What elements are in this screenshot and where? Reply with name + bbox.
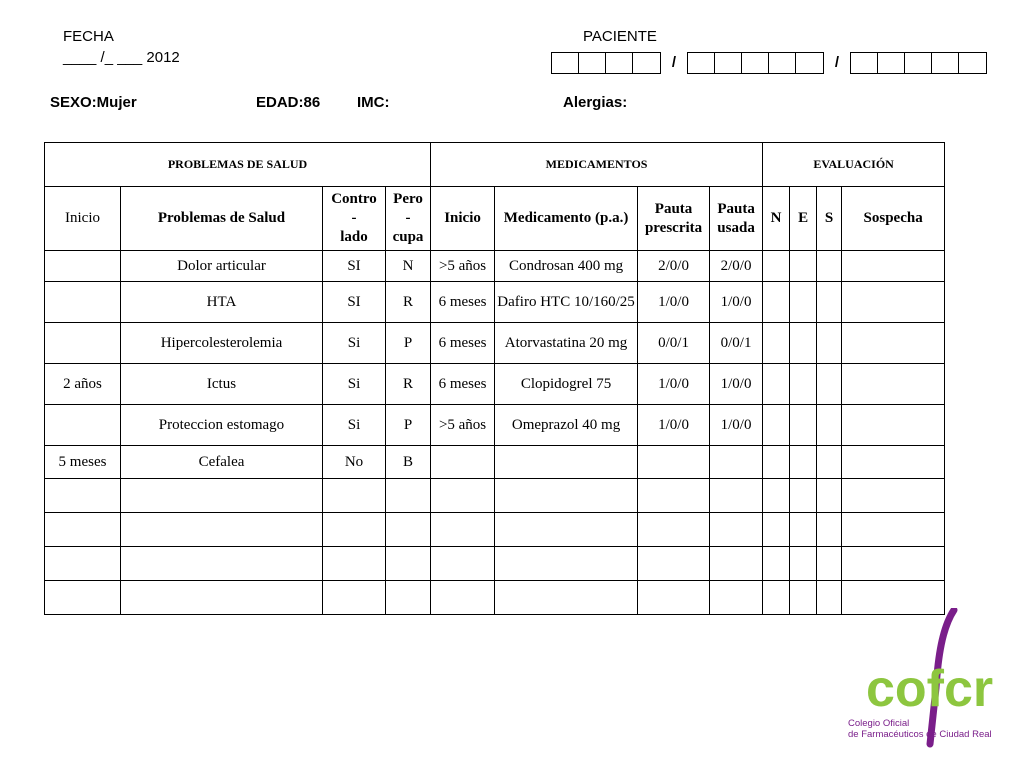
section-evaluacion: EVALUACIÓN [763,143,945,187]
cell-sospecha[interactable] [842,547,945,581]
cell-pauta-prescrita[interactable] [638,513,710,547]
col-sospecha: Sospecha [842,187,945,251]
cell-e[interactable] [790,581,817,615]
col-e: E [790,187,817,251]
cell-controlado[interactable] [323,547,386,581]
cell-inicio-med[interactable]: 6 meses [431,282,495,323]
cell-inicio[interactable] [45,479,121,513]
cell-n[interactable] [763,479,790,513]
cell-medicamento[interactable] [495,513,638,547]
cell-preocupa[interactable] [386,479,431,513]
cell-n[interactable] [763,323,790,364]
cell-pauta-usada[interactable] [710,547,763,581]
table-row-empty [45,547,945,581]
cell-pauta-prescrita[interactable] [638,446,710,479]
cell-pauta-usada[interactable]: 1/0/0 [710,405,763,446]
cell-pauta-usada[interactable]: 2/0/0 [710,251,763,282]
section-header-row [45,143,945,187]
health-problems-table [44,142,945,615]
cell-n[interactable] [763,547,790,581]
cell-preocupa[interactable]: N [386,251,431,282]
cell-n[interactable] [763,251,790,282]
section-problemas: PROBLEMAS DE SALUD [45,143,431,187]
cell-inicio-med[interactable] [431,547,495,581]
cell-e[interactable] [790,282,817,323]
cell-preocupa[interactable]: P [386,405,431,446]
table-row [45,446,945,479]
cell-e[interactable] [790,547,817,581]
cell-sospecha[interactable] [842,323,945,364]
cell-inicio[interactable] [45,251,121,282]
cell-problema[interactable] [121,513,323,547]
separator-slash: / [834,54,840,71]
table-row-empty [45,581,945,615]
column-header-row [45,187,945,251]
cell-inicio-med[interactable] [431,479,495,513]
cell-n[interactable] [763,405,790,446]
paciente-id-group-2[interactable] [687,52,824,74]
cell-inicio[interactable] [45,405,121,446]
cell-inicio-med[interactable] [431,581,495,615]
cell-problema[interactable]: Cefalea [121,446,323,479]
col-n: N [763,187,790,251]
cell-e[interactable] [790,446,817,479]
table-row-empty [45,479,945,513]
cell-controlado[interactable]: SI [323,251,386,282]
paciente-id-group-1[interactable] [551,52,661,74]
cell-sospecha[interactable] [842,282,945,323]
cell-n[interactable] [763,282,790,323]
cell-controlado[interactable]: Si [323,364,386,405]
cell-inicio[interactable]: 2 años [45,364,121,405]
cell-s[interactable] [817,446,842,479]
cell-inicio[interactable] [45,323,121,364]
cell-problema[interactable] [121,479,323,513]
cell-medicamento[interactable] [495,547,638,581]
cell-n[interactable] [763,446,790,479]
cell-n[interactable] [763,364,790,405]
cell-pauta-usada[interactable] [710,479,763,513]
cell-pauta-prescrita[interactable]: 1/0/0 [638,282,710,323]
col-problemas: Problemas de Salud [121,187,323,251]
alergias-field: Alergias: [563,94,628,111]
cell-medicamento[interactable]: Atorvastatina 20 mg [495,323,638,364]
cell-inicio-med[interactable]: >5 años [431,251,495,282]
cell-medicamento[interactable] [495,581,638,615]
cell-pauta-prescrita[interactable]: 2/0/0 [638,251,710,282]
cell-problema[interactable] [121,547,323,581]
cell-controlado[interactable] [323,581,386,615]
cell-s[interactable] [817,364,842,405]
cell-s[interactable] [817,479,842,513]
cell-problema[interactable]: Dolor articular [121,251,323,282]
col-preocupa: Pero - cupa [386,187,431,251]
logo-subtitle [848,718,992,740]
cell-s[interactable] [817,282,842,323]
table-row [45,282,945,323]
edad-field: EDAD:86 [256,94,321,111]
cell-pauta-usada[interactable]: 0/0/1 [710,323,763,364]
cell-pauta-usada[interactable] [710,513,763,547]
cell-inicio[interactable] [45,282,121,323]
imc-field: IMC: [357,94,390,111]
cell-sospecha[interactable] [842,251,945,282]
paciente-id-boxes [551,52,987,74]
cell-controlado[interactable]: Si [323,405,386,446]
col-controlado: Contro - lado [323,187,386,251]
cell-controlado[interactable] [323,479,386,513]
table-row [45,251,945,282]
cell-pauta-usada[interactable] [710,581,763,615]
sexo-field: SEXO:Mujer [50,94,137,111]
cell-s[interactable] [817,323,842,364]
cell-inicio[interactable] [45,581,121,615]
cell-medicamento[interactable] [495,479,638,513]
table-row [45,364,945,405]
cell-s[interactable] [817,513,842,547]
cell-preocupa[interactable]: R [386,282,431,323]
cell-inicio[interactable] [45,513,121,547]
cell-controlado[interactable] [323,513,386,547]
cell-controlado[interactable]: No [323,446,386,479]
col-medicamento: Medicamento (p.a.) [495,187,638,251]
table-row [45,323,945,364]
cell-e[interactable] [790,364,817,405]
col-pauta-prescrita: Pauta prescrita [638,187,710,251]
table-row [45,405,945,446]
cell-s[interactable] [817,581,842,615]
cell-preocupa[interactable]: P [386,323,431,364]
cell-pauta-prescrita[interactable]: 1/0/0 [638,364,710,405]
cell-e[interactable] [790,323,817,364]
cell-n[interactable] [763,513,790,547]
section-medicamentos: MEDICAMENTOS [431,143,763,187]
cell-medicamento[interactable]: Condrosan 400 mg [495,251,638,282]
cell-pauta-usada[interactable]: 1/0/0 [710,364,763,405]
col-inicio-med: Inicio [431,187,495,251]
cell-medicamento[interactable]: Omeprazol 40 mg [495,405,638,446]
cell-pauta-prescrita[interactable]: 0/0/1 [638,323,710,364]
fecha-value: ____ /_ ___ 2012 [63,49,180,66]
cell-problema[interactable]: HTA [121,282,323,323]
cell-s[interactable] [817,547,842,581]
cell-inicio-med[interactable] [431,446,495,479]
cell-e[interactable] [790,513,817,547]
cell-sospecha[interactable] [842,513,945,547]
fecha-label: FECHA [63,28,114,45]
cell-inicio-med[interactable]: 6 meses [431,364,495,405]
cell-inicio[interactable]: 5 meses [45,446,121,479]
cell-pauta-prescrita[interactable]: 1/0/0 [638,405,710,446]
cell-preocupa[interactable] [386,581,431,615]
cell-s[interactable] [817,405,842,446]
cell-problema[interactable]: Hipercolesterolemia [121,323,323,364]
cell-sospecha[interactable] [842,364,945,405]
cell-inicio-med[interactable] [431,513,495,547]
col-pauta-usada: Pauta usada [710,187,763,251]
cell-e[interactable] [790,405,817,446]
cell-preocupa[interactable]: R [386,364,431,405]
cell-preocupa[interactable] [386,513,431,547]
table-row-empty [45,513,945,547]
paciente-label: PACIENTE [583,28,657,45]
cell-e[interactable] [790,251,817,282]
cell-inicio-med[interactable]: 6 meses [431,323,495,364]
cell-pauta-prescrita[interactable] [638,479,710,513]
cell-pauta-prescrita[interactable] [638,547,710,581]
paciente-id-group-3[interactable] [850,52,987,74]
cell-controlado[interactable]: SI [323,282,386,323]
cell-sospecha[interactable] [842,446,945,479]
logo-subtitle-line-2: de Farmacéuticos de Ciudad Real [848,729,992,740]
cell-preocupa[interactable] [386,547,431,581]
cell-n[interactable] [763,581,790,615]
col-inicio: Inicio [45,187,121,251]
cell-problema[interactable] [121,581,323,615]
cell-pauta-usada[interactable]: 1/0/0 [710,282,763,323]
logo-text: cofcr [866,660,994,718]
cell-controlado[interactable]: Si [323,323,386,364]
col-s: S [817,187,842,251]
cell-medicamento[interactable]: Clopidogrel 75 [495,364,638,405]
cell-problema[interactable]: Ictus [121,364,323,405]
cell-medicamento[interactable] [495,446,638,479]
cell-sospecha[interactable] [842,479,945,513]
cell-preocupa[interactable]: B [386,446,431,479]
logo-subtitle-line-1: Colegio Oficial [848,718,910,729]
separator-slash: / [671,54,677,71]
cell-pauta-usada[interactable] [710,446,763,479]
cell-problema[interactable]: Proteccion estomago [121,405,323,446]
cell-sospecha[interactable] [842,405,945,446]
cell-medicamento[interactable]: Dafiro HTC 10/160/25 [495,282,638,323]
cell-s[interactable] [817,251,842,282]
cell-pauta-prescrita[interactable] [638,581,710,615]
cell-inicio-med[interactable]: >5 años [431,405,495,446]
cell-e[interactable] [790,479,817,513]
cell-inicio[interactable] [45,547,121,581]
